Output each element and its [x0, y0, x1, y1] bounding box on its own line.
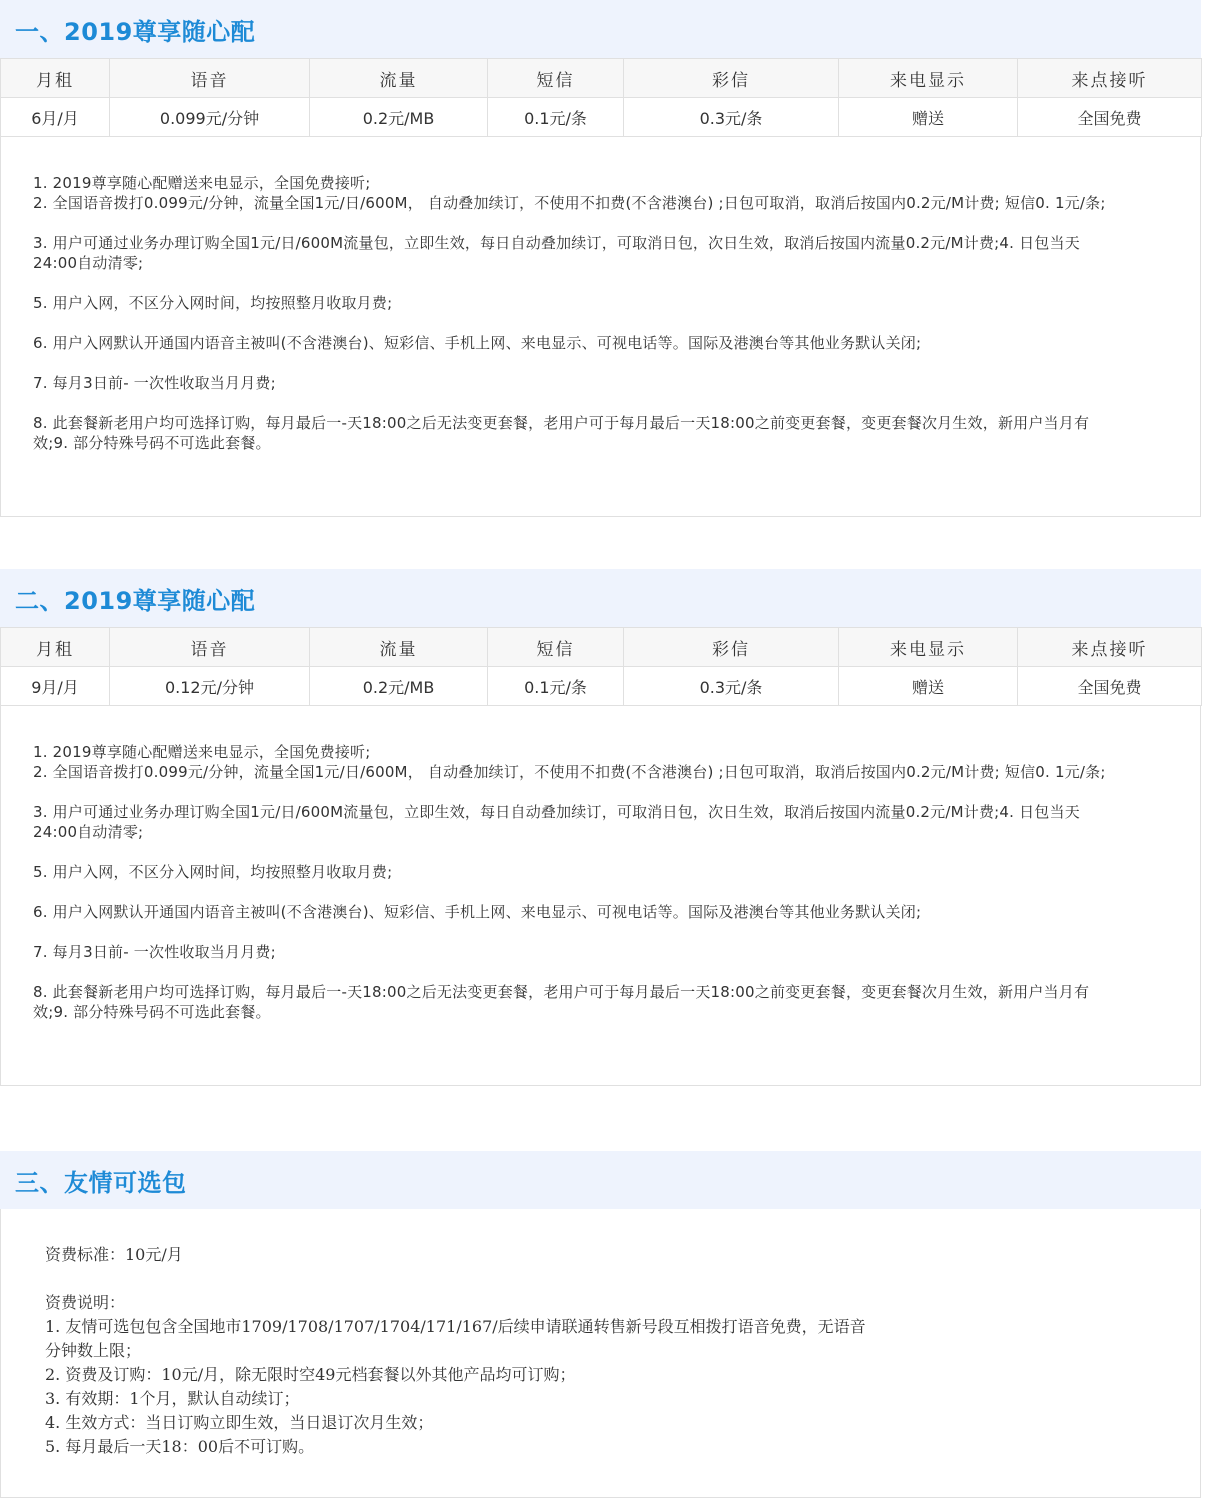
note-item: 1. 2019尊享随心配赠送来电显示，全国免费接听;: [33, 743, 371, 761]
header-incoming-call: 来点接听: [1018, 628, 1202, 667]
section-title: 三、友情可选包: [15, 1169, 187, 1197]
package-item: 2. 资费及订购：10元/月，除无限时空49元档套餐以外其他产品均可订购；: [45, 1365, 576, 1384]
note-item: 5. 用户入网，不区分入网时间，均按照整月收取月费;: [33, 863, 393, 881]
cell-data: 0.2元/MB: [310, 98, 488, 137]
header-mms: 彩信: [624, 628, 839, 667]
note-item: 8. 此套餐新老用户均可选择订购，每月最后一-天18:00之后无法变更套餐，老用户可于每月最后一天18:00之前变更套餐，变更套餐次月生效，新用户当月有效;9. 部分特殊号码不可选此套餐。: [33, 414, 1090, 452]
package-item: 1. 友情可选包包含全国地市1709/1708/1707/1704/171/167/后续申请联通转售新号段互相拨打语音免费，无语音: [45, 1317, 866, 1336]
cell-incoming-call: 全国免费: [1018, 98, 1202, 137]
table-header-row: [1, 628, 1202, 667]
section-title: 二、2019尊享随心配: [15, 587, 256, 615]
package-item: 分钟数上限；: [45, 1341, 142, 1360]
note-item: 6. 用户入网默认开通国内语音主被叫(不含港澳台)、短彩信、手机上网、来电显示、可视电话等。国际及港澳台等其他业务默认关闭;: [33, 334, 922, 352]
note-item: 3. 用户可通过业务办理订购全国1元/日/600M流量包，立即生效，每日自动叠加续订，可取消日包，次日生效，取消后按国内流量0.2元/M计费;4. 日包当天24:00自动清零;: [33, 234, 1080, 272]
plan-section-2: [0, 569, 1201, 1086]
section-header: [0, 0, 1201, 58]
package-details: [0, 1209, 1201, 1498]
header-incoming-call: 来点接听: [1018, 59, 1202, 98]
header-voice: 语音: [110, 59, 310, 98]
tariff-table: [0, 627, 1202, 706]
note-item: 7. 每月3日前- 一次性收取当月月费;: [33, 374, 276, 392]
table-row: [1, 98, 1202, 137]
note-item: 1. 2019尊享随心配赠送来电显示，全国免费接听;: [33, 174, 371, 192]
package-item: 5. 每月最后一天18：00后不可订购。: [45, 1437, 315, 1456]
header-monthly-fee: 月租: [1, 628, 110, 667]
cell-monthly-fee: 9月/月: [1, 667, 110, 706]
note-item: 6. 用户入网默认开通国内语音主被叫(不含港澳台)、短彩信、手机上网、来电显示、可视电话等。国际及港澳台等其他业务默认关闭;: [33, 903, 922, 921]
header-monthly-fee: 月租: [1, 59, 110, 98]
cell-sms: 0.1元/条: [488, 98, 624, 137]
fee-standard: 资费标准：10元/月: [45, 1245, 183, 1264]
table-row: [1, 667, 1202, 706]
note-item: 7. 每月3日前- 一次性收取当月月费;: [33, 943, 276, 961]
header-sms: 短信: [488, 628, 624, 667]
note-item: 8. 此套餐新老用户均可选择订购，每月最后一-天18:00之后无法变更套餐，老用户可于每月最后一天18:00之前变更套餐，变更套餐次月生效，新用户当月有效;9. 部分特殊号码不可选此套餐。: [33, 983, 1090, 1021]
header-sms: 短信: [488, 59, 624, 98]
header-voice: 语音: [110, 628, 310, 667]
tariff-table: [0, 58, 1202, 137]
cell-sms: 0.1元/条: [488, 667, 624, 706]
cell-caller-id: 赠送: [839, 667, 1018, 706]
note-item: 2. 全国语音拨打0.099元/分钟，流量全国1元/日/600M， 自动叠加续订，不使用不扣费(不含港澳台) ;日包可取消，取消后按国内0.2元/M计费; 短信0. 1元/条;: [33, 194, 1106, 212]
cell-caller-id: 赠送: [839, 98, 1018, 137]
cell-monthly-fee: 6月/月: [1, 98, 110, 137]
notes-box: [0, 706, 1201, 1086]
table-header-row: [1, 59, 1202, 98]
cell-voice: 0.12元/分钟: [110, 667, 310, 706]
header-caller-id: 来电显示: [839, 59, 1018, 98]
note-item: 3. 用户可通过业务办理订购全国1元/日/600M流量包，立即生效，每日自动叠加续订，可取消日包，次日生效，取消后按国内流量0.2元/M计费;4. 日包当天24:00自动清零;: [33, 803, 1080, 841]
notes-box: [0, 137, 1201, 517]
header-caller-id: 来电显示: [839, 628, 1018, 667]
header-mms: 彩信: [624, 59, 839, 98]
plan-section-1: [0, 0, 1201, 517]
cell-data: 0.2元/MB: [310, 667, 488, 706]
plan-section-3: [0, 1151, 1201, 1498]
header-data: 流量: [310, 628, 488, 667]
cell-incoming-call: 全国免费: [1018, 667, 1202, 706]
note-item: 5. 用户入网，不区分入网时间，均按照整月收取月费;: [33, 294, 393, 312]
fee-description-label: 资费说明：: [45, 1293, 126, 1312]
cell-mms: 0.3元/条: [624, 667, 839, 706]
section-header: [0, 1151, 1201, 1209]
cell-voice: 0.099元/分钟: [110, 98, 310, 137]
package-item: 4. 生效方式：当日订购立即生效，当日退订次月生效；: [45, 1413, 434, 1432]
section-title: 一、2019尊享随心配: [15, 18, 256, 46]
note-item: 2. 全国语音拨打0.099元/分钟，流量全国1元/日/600M， 自动叠加续订，不使用不扣费(不含港澳台) ;日包可取消，取消后按国内0.2元/M计费; 短信0. 1元/条;: [33, 763, 1106, 781]
section-header: [0, 569, 1201, 627]
cell-mms: 0.3元/条: [624, 98, 839, 137]
package-item: 3. 有效期：1个月，默认自动续订；: [45, 1389, 300, 1408]
header-data: 流量: [310, 59, 488, 98]
